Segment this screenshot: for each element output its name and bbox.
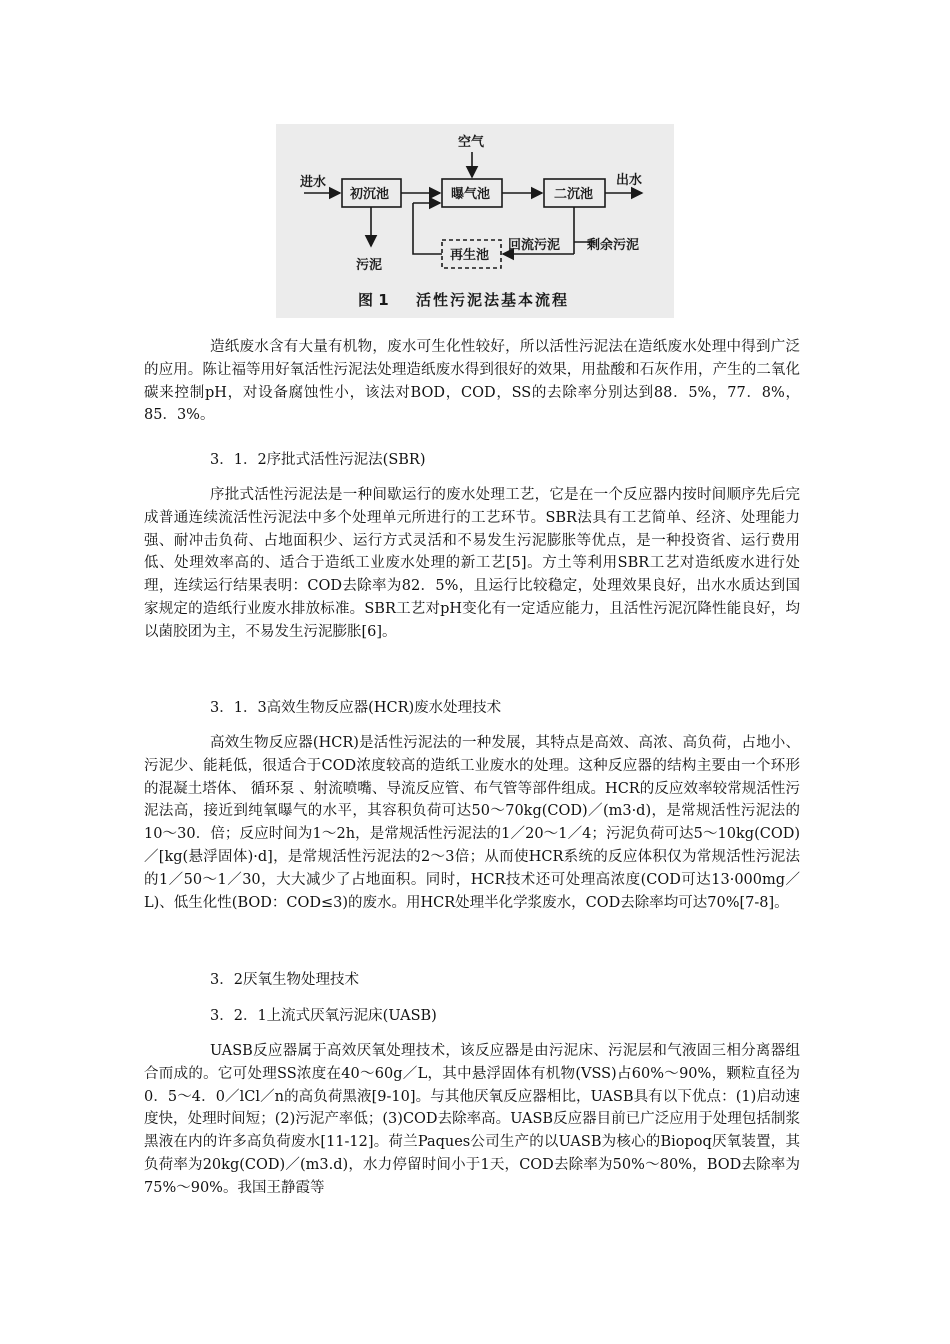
section-heading-3-1-2	[144, 449, 800, 472]
label-sludge: 污泥	[356, 258, 383, 273]
regen-return-line	[413, 203, 442, 254]
heading-anaerobic: 3．2厌氧生物处理技术	[210, 972, 359, 988]
process-flow-figure	[276, 124, 674, 318]
paragraph-activated-sludge: 造纸废水含有大量有机物，废水可生化性较好，所以活性污泥法在造纸废水处理中得到广泛的应用。陈让福等用好氧活性污泥法处理造纸废水得到很好的效果，用盐酸和石灰作用，产生的二氧化碳来控制pH，对设备腐蚀性小，该法对BOD，COD，SS的去除率分别达到88．5%，77．8%，85．3%。	[144, 339, 800, 424]
figure-caption-text: 活性污泥法基本流程	[416, 291, 570, 309]
section-heading-3-2	[144, 969, 800, 992]
heading-hcr: 3．1．3高效生物反应器(HCR)废水处理技术	[210, 700, 502, 716]
label-regen: 再生池	[450, 248, 490, 263]
body-text-2	[144, 484, 800, 644]
heading-uasb: 3．2．1上流式厌氧污泥床(UASB)	[210, 1008, 437, 1024]
section-heading-3-2-1	[144, 1005, 800, 1028]
label-air: 空气	[458, 135, 485, 150]
label-outflow: 出水	[616, 173, 643, 188]
body-text-1	[144, 336, 800, 427]
body-text-4	[144, 1040, 800, 1200]
section-heading-3-1-3	[144, 697, 800, 720]
label-excess-sludge: 剩余污泥	[587, 238, 640, 253]
label-aeration: 曝气池	[451, 187, 491, 202]
figure-caption-number: 图 1	[358, 291, 389, 309]
heading-sbr: 3．1．2序批式活性污泥法(SBR)	[210, 452, 426, 468]
body-text-3	[144, 732, 800, 914]
label-primary: 初沉池	[350, 187, 390, 202]
label-secondary: 二沉池	[554, 187, 594, 202]
paragraph-uasb: UASB反应器属于高效厌氧处理技术，该反应器是由污泥床、污泥层和气液固三相分离器组合而成的。它可处理SS浓度在40～60g／L，其中悬浮固体有机物(VSS)占60%～90%，颗粒直径为0．5～4．0／lCl／n的高负荷黑液[9-10]。与其他厌氧反应器相比，UASB具有以下优点：(1)启动速度快，处理时间短；(2)污泥产率低；(3)COD去除率高。UASB反应器目前已广泛应用于处理包括制浆黑液在内的许多高负荷废水[11-12]。荷兰Paques公司生产的以UASB为核心的Biopoq厌氧装置，其负荷率为20kg(COD)／(m3.d)，水力停留时间小于1天，COD去除率为50%～80%，BOD去除率为75%～90%。我国王静霞等	[144, 1043, 800, 1196]
paragraph-sbr: 序批式活性污泥法是一种间歇运行的废水处理工艺，它是在一个反应器内按时间顺序先后完成普通连续流活性污泥法中多个处理单元所进行的工艺环节。SBR法具有工艺简单、经济、处理能力强、耐冲击负荷、占地面积少、运行方式灵活和不易发生污泥膨胀等优点，是一种投资省、运行费用低、处理效率高的、适合于造纸工业废水处理的新工艺[5]。方土等利用SBR工艺对造纸废水进行处理，连续运行结果表明：COD去除率为82．5%，且运行比较稳定，处理效果良好，出水水质达到国家规定的造纸行业废水排放标准。SBR工艺对pH变化有一定适应能力，且活性污泥沉降性能良好，均以菌胶团为主，不易发生污泥膨胀[6]。	[144, 487, 800, 640]
label-return-sludge: 回流污泥	[508, 238, 561, 253]
label-inflow: 进水	[300, 175, 327, 190]
paragraph-hcr: 高效生物反应器(HCR)是活性污泥法的一种发展，其特点是高效、高浓、高负荷，占地小、污泥少、能耗低，很适合于COD浓度较高的造纸工业废水的处理。这种反应器的结构主要由一个环形的混凝土塔体、 循环泵 、射流喷嘴、导流反应管、布气管等部件组成。HCR的反应效率较常规活性污泥法高，接近到纯氧曝气的水平，其容积负荷可达50～70kg(COD)／(m3·d)，是常规活性污泥法的10～30．倍；反应时间为1～2h，是常规活性污泥法的1／20～1／4；污泥负荷可达5～10kg(COD)／[kg(悬浮固体)·d]，是常规活性污泥法的2～3倍；从而使HCR系统的反应体积仅为常规活性污泥法的1／50～1／30，大大减少了占地面积。同时，HCR技术还可处理高浓度(COD可达13·000mg／L)、低生化性(BOD：COD≤3)的废水。用HCR处理半化学浆废水，COD去除率均可达70%[7-8]。	[144, 735, 800, 911]
flow-diagram	[276, 124, 674, 318]
